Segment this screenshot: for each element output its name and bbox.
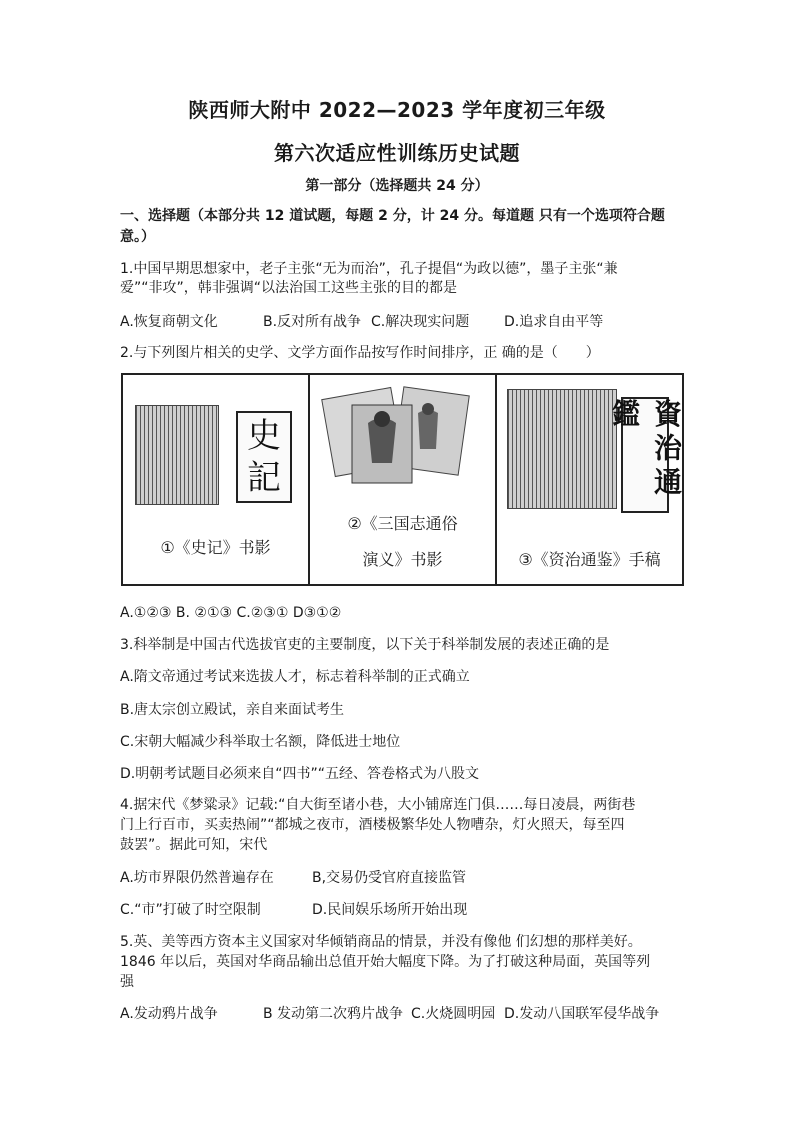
q3-option-d: D.明朝考试题目必须来自“四书”“五经、答卷格式为八股文 [120, 766, 479, 782]
q5-stem-line1: 5.英、美等西方资本主义国家对华倾销商品的情景，并没有像他 们幻想的那样美好。 [120, 934, 642, 950]
q4-stem-line3: 鼓罢”。据此可知，宋代 [120, 837, 268, 853]
q5-stem-line3: 强 [120, 974, 134, 990]
caption-zizhi: ③《资治通鉴》手稿 [518, 550, 661, 569]
q1-stem-line2: 爱”“非攻”，韩非强调“以法治国工这些主张的目的都是 [120, 280, 458, 296]
shiji-book-page [135, 405, 219, 505]
q5-option-b: B 发动第二次鸦片战争 [263, 1006, 404, 1022]
section-instruction-line1: 一、选择题（本部分共 12 道试题，每题 2 分，计 24 分。每道题 只有一个选项符合题 [120, 208, 665, 224]
q3-option-a: A.隋文帝通过考试来选拔人才，标志着科举制的正式确立 [120, 669, 470, 685]
zizhi-cover [608, 397, 683, 513]
exam-title-line1: 陕西师大附中 2022—2023 学年度初三年级 [188, 98, 606, 122]
q2-image-strip [121, 373, 684, 586]
q1-option-b: B.反对所有战争 [263, 314, 362, 330]
q2-stem: 2.与下列图片相关的史学、文学方面作品按写作时间排序，正 确的是（ ） [120, 345, 600, 361]
sanguo-panel [310, 375, 497, 584]
zizhi-cover-title: 資治通鑑 [608, 399, 683, 501]
q4-option-a: A.坊市界限仍然普遍存在 [120, 870, 274, 886]
q3-stem: 3.科举制是中国古代选拔官吏的主要制度，以下关于科举制发展的表述正确的是 [120, 637, 610, 653]
caption-shiji: ①《史记》书影 [160, 538, 271, 557]
q1-option-c: C.解决现实问题 [371, 314, 470, 330]
part-heading: 第一部分（选择题共 24 分） [305, 178, 489, 194]
q4-option-b: B,交易仍受官府直接监管 [312, 870, 467, 886]
sanguo-book-illustration [318, 383, 478, 495]
q5-option-c: C.火烧圆明园 [411, 1006, 496, 1022]
zizhi-manuscript-page [507, 389, 617, 509]
q5-option-d: D.发动八国联军侵华战争 [504, 1006, 660, 1022]
q1-option-d: D.追求自由平等 [504, 314, 604, 330]
exam-title-line2: 第六次适应性训练历史试题 [274, 141, 520, 165]
q4-stem-line1: 4.据宋代《梦粱录》记载:“自大街至诸小巷，大小铺席连门俱……每日凌晨，两街巷 [120, 797, 636, 813]
shiji-cover-char-1: 史 [247, 416, 281, 456]
q2-options: A.①②③ B. ②①③ C.②③① D③①② [120, 605, 342, 621]
caption-sanguo-line1: ②《三国志通俗 [347, 514, 458, 533]
q5-stem-line2: 1846 年以后，英国对华商品输出总值开始大幅度下降。为了打破这种局面，英国等列 [120, 954, 651, 970]
q3-option-b: B.唐太宗创立殿试，亲自来面试考生 [120, 702, 345, 718]
q1-stem-line1: 1.中国早期思想家中，老子主张“无为而治”，孔子提倡“为政以德”，墨子主张“兼 [120, 261, 618, 277]
q1-option-a: A.恢复商朝文化 [120, 314, 218, 330]
caption-sanguo-line2: 演义》书影 [362, 550, 443, 569]
section-instruction-line2: 意。） [120, 229, 155, 245]
q4-option-d: D.民间娱乐场所开始出现 [312, 902, 468, 918]
shiji-cover-char-2: 記 [247, 458, 281, 498]
q4-stem-line2: 门上行百市，买卖热闹”“都城之夜市，酒楼极繁华处人物嘈杂，灯火照天，每至四 [120, 817, 625, 833]
q5-option-a: A.发动鸦片战争 [120, 1006, 218, 1022]
q4-option-c: C.“市”打破了时空限制 [120, 902, 261, 918]
shiji-panel [123, 375, 310, 584]
q3-option-c: C.宋朝大幅减少科举取士名额，降低进士地位 [120, 734, 401, 750]
zizhi-panel [497, 375, 682, 584]
shiji-cover [236, 411, 292, 503]
